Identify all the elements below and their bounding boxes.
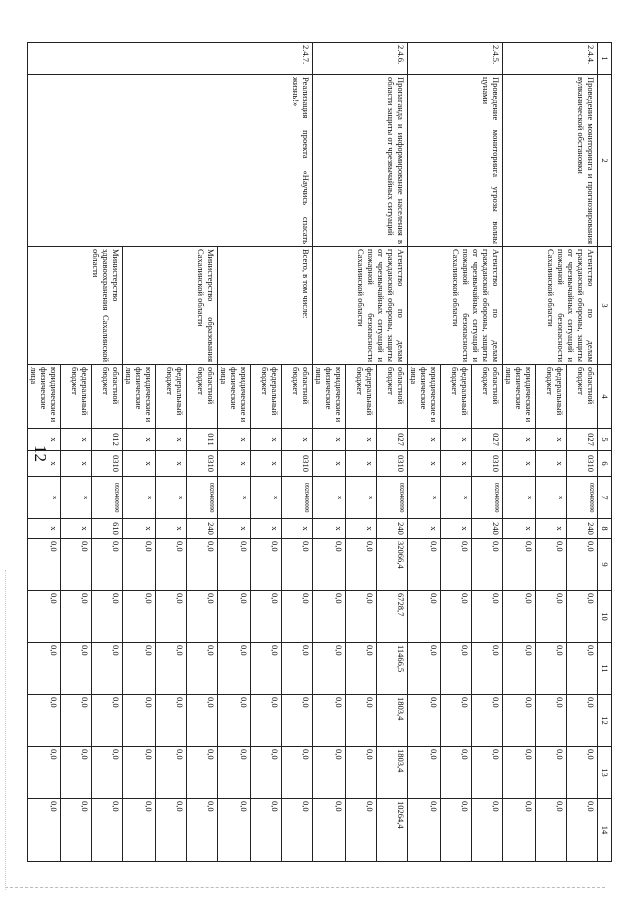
expense-type-cell: x xyxy=(536,519,567,539)
section-code-cell: x xyxy=(346,451,377,477)
page-number: 12 xyxy=(31,445,50,462)
amount-cell-c13: 0,0 xyxy=(28,747,61,799)
amount-cell-c9: 0,0 xyxy=(218,539,251,591)
amount-cell-c14: 0,0 xyxy=(156,799,187,862)
amount-cell-c13: 0,0 xyxy=(61,747,92,799)
amount-cell-c9: 0,0 xyxy=(408,539,441,591)
section-code-cell: 0310 xyxy=(282,451,313,477)
amount-cell-c13: 0,0 xyxy=(251,747,282,799)
grbs-code-cell: 012 xyxy=(92,429,123,451)
funding-source-cell: областной бюджет xyxy=(282,365,313,429)
amount-cell-c13: 0,0 xyxy=(503,747,536,799)
amount-cell-c10: 0,0 xyxy=(92,591,123,643)
amount-cell-c12: 0,0 xyxy=(536,695,567,747)
header-cell-2: 2 xyxy=(598,75,612,247)
table-row xyxy=(282,43,313,862)
amount-cell-c12: 0,0 xyxy=(441,695,472,747)
grbs-code-cell: x xyxy=(61,429,92,451)
amount-cell-c12: 0,0 xyxy=(472,695,503,747)
amount-cell-c9: 0,0 xyxy=(92,539,123,591)
amount-cell-c10: 0,0 xyxy=(313,591,346,643)
target-article-cell: x xyxy=(313,477,346,519)
grbs-code-cell: 011 xyxy=(187,429,218,451)
amount-cell-c14: 0,0 xyxy=(313,799,346,862)
table-frame xyxy=(29,42,612,861)
amount-cell-c11: 0,0 xyxy=(536,643,567,695)
amount-cell-c11: 11466,5 xyxy=(377,643,408,695)
item-number-cell: 2.4.7. xyxy=(28,43,313,75)
amount-cell-c13: 0,0 xyxy=(92,747,123,799)
target-article-cell: x xyxy=(218,477,251,519)
amount-cell-c11: 0,0 xyxy=(503,643,536,695)
amount-cell-c9: 0,0 xyxy=(282,539,313,591)
amount-cell-c14: 0,0 xyxy=(408,799,441,862)
amount-cell-c10: 0,0 xyxy=(156,591,187,643)
amount-cell-c12: 1803,4 xyxy=(377,695,408,747)
amount-cell-c9: 32066,4 xyxy=(377,539,408,591)
amount-cell-c9: 0,0 xyxy=(313,539,346,591)
expense-type-cell: x xyxy=(251,519,282,539)
amount-cell-c13: 0,0 xyxy=(441,747,472,799)
funding-source-cell: федеральный бюджет xyxy=(156,365,187,429)
section-code-cell: 0310 xyxy=(187,451,218,477)
section-code-cell: x xyxy=(123,451,156,477)
target-article-cell: 0920400990 xyxy=(567,477,598,519)
amount-cell-c13: 0,0 xyxy=(536,747,567,799)
funding-source-cell: юридические и физические лица xyxy=(123,365,156,429)
amount-cell-c11: 0,0 xyxy=(28,643,61,695)
header-cell-5: 5 xyxy=(598,429,612,451)
amount-cell-c12: 0,0 xyxy=(408,695,441,747)
measure-name-cell: Реализация проекта «Научись спасать жизнь!» xyxy=(28,75,313,247)
section-code-cell: 0310 xyxy=(472,451,503,477)
funding-source-cell: областной бюджет xyxy=(472,365,503,429)
amount-cell-c10: 0,0 xyxy=(346,591,377,643)
amount-cell-c14: 0,0 xyxy=(536,799,567,862)
header-cell-13: 13 xyxy=(598,747,612,799)
amount-cell-c11: 0,0 xyxy=(441,643,472,695)
funding-source-cell: федеральный бюджет xyxy=(61,365,92,429)
amount-cell-c14: 0,0 xyxy=(28,799,61,862)
amount-cell-c12: 0,0 xyxy=(218,695,251,747)
target-article-cell: x xyxy=(61,477,92,519)
header-cell-10: 10 xyxy=(598,591,612,643)
amount-cell-c13: 0,0 xyxy=(156,747,187,799)
amount-cell-c10: 0,0 xyxy=(282,591,313,643)
header-cell-3: 3 xyxy=(598,247,612,365)
executor-cell: Министерство здравоохранения Сахалинской области xyxy=(28,247,123,365)
expense-type-cell: x xyxy=(408,519,441,539)
rotated-table xyxy=(29,42,612,861)
expense-type-cell: 240 xyxy=(472,519,503,539)
amount-cell-c10: 0,0 xyxy=(408,591,441,643)
section-code-cell: x xyxy=(313,451,346,477)
amount-cell-c12: 0,0 xyxy=(503,695,536,747)
amount-cell-c9: 0,0 xyxy=(536,539,567,591)
measure-name-cell: Проведение мониторинга и прогнозирования вулканической обстановки xyxy=(503,75,598,247)
grbs-code-cell: x xyxy=(441,429,472,451)
target-article-cell: x xyxy=(28,477,61,519)
executor-cell: Агентство по делам гражданской обороны, защиты от чрезвычайных ситуаций и пожарной безопасности Сахалинской области xyxy=(313,247,408,365)
funding-source-cell: федеральный бюджет xyxy=(441,365,472,429)
amount-cell-c11: 0,0 xyxy=(408,643,441,695)
target-article-cell: x xyxy=(156,477,187,519)
amount-cell-c13: 0,0 xyxy=(346,747,377,799)
program-table xyxy=(27,42,612,862)
executor-cell: Всего, в том числе: xyxy=(218,247,313,365)
funding-source-cell: юридические и физические лица xyxy=(218,365,251,429)
funding-source-cell: юридические и физические лица xyxy=(313,365,346,429)
expense-type-cell: x xyxy=(313,519,346,539)
expense-type-cell: x xyxy=(441,519,472,539)
amount-cell-c13: 0,0 xyxy=(567,747,598,799)
table-row xyxy=(472,43,503,862)
header-row xyxy=(598,43,612,862)
amount-cell-c12: 0,0 xyxy=(156,695,187,747)
grbs-code-cell: x xyxy=(503,429,536,451)
target-article-cell: x xyxy=(408,477,441,519)
grbs-code-cell: x xyxy=(28,429,61,451)
amount-cell-c9: 0,0 xyxy=(123,539,156,591)
amount-cell-c12: 0,0 xyxy=(567,695,598,747)
amount-cell-c11: 0,0 xyxy=(123,643,156,695)
amount-cell-c9: 0,0 xyxy=(567,539,598,591)
amount-cell-c14: 0,0 xyxy=(251,799,282,862)
expense-type-cell: x xyxy=(28,519,61,539)
section-code-cell: x xyxy=(408,451,441,477)
amount-cell-c9: 0,0 xyxy=(28,539,61,591)
amount-cell-c11: 0,0 xyxy=(346,643,377,695)
funding-source-cell: областной бюджет xyxy=(187,365,218,429)
amount-cell-c9: 0,0 xyxy=(503,539,536,591)
target-article-cell: 0920400000 xyxy=(282,477,313,519)
amount-cell-c14: 0,0 xyxy=(61,799,92,862)
amount-cell-c10: 0,0 xyxy=(251,591,282,643)
funding-source-cell: юридические и физические лица xyxy=(408,365,441,429)
expense-type-cell: x xyxy=(61,519,92,539)
amount-cell-c11: 0,0 xyxy=(218,643,251,695)
amount-cell-c10: 0,0 xyxy=(218,591,251,643)
section-code-cell: x xyxy=(218,451,251,477)
amount-cell-c13: 0,0 xyxy=(408,747,441,799)
header-cell-6: 6 xyxy=(598,451,612,477)
amount-cell-c12: 0,0 xyxy=(187,695,218,747)
amount-cell-c13: 0,0 xyxy=(313,747,346,799)
target-article-cell: 0920400990 xyxy=(472,477,503,519)
header-cell-8: 8 xyxy=(598,519,612,539)
expense-type-cell: 240 xyxy=(377,519,408,539)
header-cell-11: 11 xyxy=(598,643,612,695)
amount-cell-c11: 0,0 xyxy=(61,643,92,695)
target-article-cell: x xyxy=(536,477,567,519)
table-row xyxy=(377,43,408,862)
amount-cell-c13: 0,0 xyxy=(218,747,251,799)
amount-cell-c11: 0,0 xyxy=(313,643,346,695)
measure-name-cell: Проведение мониторинга угрозы волны цунами xyxy=(408,75,503,247)
expense-type-cell: 610 xyxy=(92,519,123,539)
amount-cell-c12: 0,0 xyxy=(92,695,123,747)
header-cell-12: 12 xyxy=(598,695,612,747)
grbs-code-cell: x xyxy=(282,429,313,451)
expense-type-cell: x xyxy=(282,519,313,539)
section-code-cell: x xyxy=(536,451,567,477)
amount-cell-c9: 0,0 xyxy=(472,539,503,591)
grbs-code-cell: x xyxy=(156,429,187,451)
amount-cell-c12: 0,0 xyxy=(28,695,61,747)
amount-cell-c13: 0,0 xyxy=(187,747,218,799)
header-cell-7: 7 xyxy=(598,477,612,519)
amount-cell-c10: 0,0 xyxy=(567,591,598,643)
table-row xyxy=(567,43,598,862)
target-article-cell: x xyxy=(251,477,282,519)
funding-source-cell: областной бюджет xyxy=(92,365,123,429)
target-article-cell: 0920400990 xyxy=(187,477,218,519)
funding-source-cell: федеральный бюджет xyxy=(346,365,377,429)
amount-cell-c13: 0,0 xyxy=(472,747,503,799)
expense-type-cell: 240 xyxy=(187,519,218,539)
grbs-code-cell: x xyxy=(218,429,251,451)
grbs-code-cell: x xyxy=(123,429,156,451)
executor-cell: Министерство образования Сахалинской области xyxy=(123,247,218,365)
amount-cell-c12: 0,0 xyxy=(282,695,313,747)
grbs-code-cell: x xyxy=(313,429,346,451)
funding-source-cell: областной бюджет xyxy=(567,365,598,429)
target-article-cell: 0920400990 xyxy=(92,477,123,519)
table-body xyxy=(28,43,612,862)
amount-cell-c14: 0,0 xyxy=(92,799,123,862)
grbs-code-cell: 027 xyxy=(377,429,408,451)
grbs-code-cell: x xyxy=(408,429,441,451)
funding-source-cell: федеральный бюджет xyxy=(251,365,282,429)
scan-edge-line-left xyxy=(5,570,6,890)
target-article-cell: x xyxy=(123,477,156,519)
expense-type-cell: x xyxy=(218,519,251,539)
target-article-cell: x xyxy=(346,477,377,519)
amount-cell-c13: 0,0 xyxy=(123,747,156,799)
amount-cell-c14: 0,0 xyxy=(282,799,313,862)
grbs-code-cell: x xyxy=(251,429,282,451)
funding-source-cell: федеральный бюджет xyxy=(536,365,567,429)
header-cell-4: 4 xyxy=(598,365,612,429)
amount-cell-c14: 0,0 xyxy=(472,799,503,862)
funding-source-cell: юридические и физические лица xyxy=(503,365,536,429)
grbs-code-cell: x xyxy=(536,429,567,451)
target-article-cell: x xyxy=(441,477,472,519)
amount-cell-c10: 6728,7 xyxy=(377,591,408,643)
amount-cell-c9: 0,0 xyxy=(187,539,218,591)
target-article-cell: x xyxy=(503,477,536,519)
amount-cell-c10: 0,0 xyxy=(503,591,536,643)
amount-cell-c13: 1803,4 xyxy=(377,747,408,799)
section-code-cell: x xyxy=(251,451,282,477)
section-code-cell: x xyxy=(28,451,61,477)
amount-cell-c9: 0,0 xyxy=(61,539,92,591)
amount-cell-c10: 0,0 xyxy=(472,591,503,643)
amount-cell-c14: 10264,4 xyxy=(377,799,408,862)
section-code-cell: 0310 xyxy=(92,451,123,477)
amount-cell-c12: 0,0 xyxy=(61,695,92,747)
scan-edge-line xyxy=(5,887,605,888)
amount-cell-c10: 0,0 xyxy=(123,591,156,643)
grbs-code-cell: 027 xyxy=(567,429,598,451)
amount-cell-c9: 0,0 xyxy=(441,539,472,591)
amount-cell-c14: 0,0 xyxy=(123,799,156,862)
amount-cell-c11: 0,0 xyxy=(282,643,313,695)
funding-source-cell: областной бюджет xyxy=(377,365,408,429)
amount-cell-c11: 0,0 xyxy=(567,643,598,695)
amount-cell-c12: 0,0 xyxy=(251,695,282,747)
header-cell-9: 9 xyxy=(598,539,612,591)
amount-cell-c12: 0,0 xyxy=(123,695,156,747)
expense-type-cell: x xyxy=(346,519,377,539)
executor-cell: Агентство по делам гражданской обороны, защиты от чрезвычайных ситуаций и пожарной безопасности Сахалинской области xyxy=(503,247,598,365)
amount-cell-c14: 0,0 xyxy=(187,799,218,862)
expense-type-cell: x xyxy=(156,519,187,539)
grbs-code-cell: 027 xyxy=(472,429,503,451)
section-code-cell: x xyxy=(503,451,536,477)
item-number-cell: 2.4.4. xyxy=(503,43,598,75)
amount-cell-c11: 0,0 xyxy=(187,643,218,695)
amount-cell-c9: 0,0 xyxy=(251,539,282,591)
funding-source-cell: юридические и физические лица xyxy=(28,365,61,429)
amount-cell-c10: 0,0 xyxy=(536,591,567,643)
amount-cell-c14: 0,0 xyxy=(503,799,536,862)
grbs-code-cell: x xyxy=(346,429,377,451)
measure-name-cell: Пропаганда и информирование населения в области защиты от чрезвычайных ситуаций xyxy=(313,75,408,247)
section-code-cell: x xyxy=(441,451,472,477)
header-cell-1: 1 xyxy=(598,43,612,75)
expense-type-cell: x xyxy=(503,519,536,539)
item-number-cell: 2.4.6. xyxy=(313,43,408,75)
expense-type-cell: 240 xyxy=(567,519,598,539)
amount-cell-c13: 0,0 xyxy=(282,747,313,799)
target-article-cell: 0920400990 xyxy=(377,477,408,519)
amount-cell-c11: 0,0 xyxy=(156,643,187,695)
amount-cell-c14: 0,0 xyxy=(218,799,251,862)
amount-cell-c11: 0,0 xyxy=(92,643,123,695)
section-code-cell: x xyxy=(61,451,92,477)
amount-cell-c10: 0,0 xyxy=(61,591,92,643)
amount-cell-c9: 0,0 xyxy=(156,539,187,591)
section-code-cell: x xyxy=(156,451,187,477)
amount-cell-c10: 0,0 xyxy=(187,591,218,643)
executor-cell: Агентство по делам гражданской обороны, защиты от чрезвычайных ситуаций и пожарной безопасности Сахалинской области xyxy=(408,247,503,365)
amount-cell-c10: 0,0 xyxy=(441,591,472,643)
item-number-cell: 2.4.5. xyxy=(408,43,503,75)
amount-cell-c10: 0,0 xyxy=(28,591,61,643)
amount-cell-c11: 0,0 xyxy=(251,643,282,695)
section-code-cell: 0310 xyxy=(377,451,408,477)
amount-cell-c12: 0,0 xyxy=(313,695,346,747)
header-cell-14: 14 xyxy=(598,799,612,862)
amount-cell-c11: 0,0 xyxy=(472,643,503,695)
amount-cell-c14: 0,0 xyxy=(346,799,377,862)
expense-type-cell: x xyxy=(123,519,156,539)
amount-cell-c12: 0,0 xyxy=(346,695,377,747)
amount-cell-c9: 0,0 xyxy=(346,539,377,591)
section-code-cell: 0310 xyxy=(567,451,598,477)
amount-cell-c14: 0,0 xyxy=(567,799,598,862)
amount-cell-c14: 0,0 xyxy=(441,799,472,862)
